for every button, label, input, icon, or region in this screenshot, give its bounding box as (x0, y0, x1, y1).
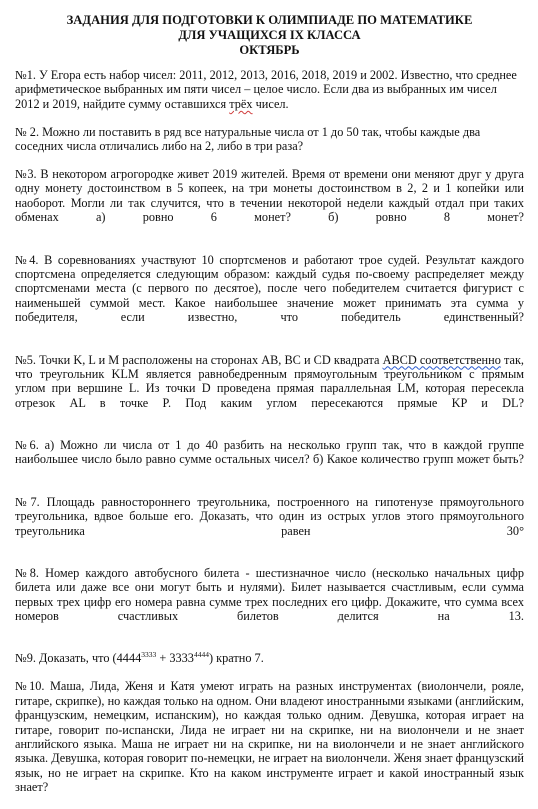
problem-5 (15, 353, 524, 425)
problem-7: №7. Площадь равностороннего треугольника, построенного на гипотенузе прямоугольного треугольника, вдвое больше его. Доказать, что один из острых углов этого прямоугольного треугольника равен 30° (15, 494, 524, 538)
problem-5-text-b: так, что треугольник KLM является равнобедренным прямоугольным треугольником с прямым углом при вершине L. Из точки D проведена прямая параллельная LM, которая пересекла отрезок AL в точке P. Под каким углом пересекаются прямые KP и DL? (15, 352, 524, 410)
problem-1-text-a: №1. У Егора есть набор чисел: 2011, 2012, 2013, 2016, 2018, 2019 и 2002. Известно, что среднее арифметическое выбранных им пяти чисел – целое число. Если два из выбранных им чисел 2012 и 2019, найдите сумму оставшихся (15, 68, 517, 111)
problem-3: №3. В некотором агрогородке живет 2019 жителей. Время от времени они меняют друг у друга одну монету достоинством в 5 копеек, на три монеты достоинством в 2, 2 и 1 копейки или наоборот. Могли ли так случится, что в течении некоторой недели каждый отдал при таких обменах а) ровно 6 монет? б) ровно 8 монет? (15, 167, 524, 225)
problem-10: №10. Маша, Лида, Женя и Катя умеют играть на разных инструментах (виолончели, рояле, гитаре, скрипке), но каждая только на одном. Они владеют иностранными языками (английским, французским, немецким, испанским), но каждая только одним. Девушка, которая играет на гитаре, говорит по-испански, Лида не играет ни на скрипке, ни на виолончели и не знает английского языка. Маша не играет ни на скрипке, ни на виолончели и не знает английского языка. Девушка, которая говорит по-немецки, не играет на виолончели. Женя знает французский язык, но не играет на скрипке. Кто на каком инструменте играет и какой иностранный язык знает? (15, 679, 524, 795)
exponent-2: 4444 (193, 650, 209, 660)
problem-1-text-b: чисел. (252, 96, 289, 111)
spellcheck-word: трёх (229, 96, 253, 111)
problem-list (15, 68, 524, 809)
problem-4: №4. В соревнованиях участвуют 10 спортсменов и работают трое судей. Результат каждого спортсмена определяется следующим образом: каждый судья по-своему распределяет между спортсменами места (с первого по десятое), после чего победителем считается фигурист с наименьшей суммой мест. Какое наибольшее значение может принимать эта сумма у победителя, если известно, что победитель единственный? (15, 252, 524, 325)
document-header (15, 13, 524, 58)
problem-9-mid: + 3333 (156, 651, 194, 666)
problem-2: № 2. Можно ли поставить в ряд все натуральные числа от 1 до 50 так, чтобы каждые два соседних числа отличались либо на 2, либо в три раза? (15, 124, 481, 154)
header-grade: ДЛЯ УЧАЩИХСЯ IX КЛАССА (178, 28, 361, 42)
problem-1 (15, 68, 524, 111)
problem-9-suffix: ) кратно 7. (208, 651, 264, 666)
problem-9 (15, 651, 524, 665)
exponent-1: 3333 (141, 650, 157, 660)
problem-9-prefix: №9. Доказать, что (4444 (15, 651, 142, 666)
header-month: ОКТЯБРЬ (239, 43, 300, 57)
grammar-check-phrase: ABCD соответственно (382, 352, 501, 367)
problem-6: №6. а) Можно ли числа от 1 до 40 разбить на несколько групп так, что в каждой группе наибольшее число было равно сумме остальных чисел? б) Какое количество групп может быть? (15, 438, 524, 467)
header-title: ЗАДАНИЯ ДЛЯ ПОДГОТОВКИ К ОЛИМПИАДЕ ПО МАТЕМАТИКЕ (66, 13, 473, 27)
problem-8: №8. Номер каждого автобусного билета - шестизначное число (несколько начальных цифр билета или даже все они могут быть и нулями). Билет называется счастливым, если сумма первых трех цифр его номера равна сумме трех последних его цифр. Докажите, что сумма всех номеров счастливых билетов делится на 13. (15, 565, 524, 624)
problem-5-text-a: №5. Точки K, L и M расположены на сторонах AB, BC и CD квадрата (15, 352, 383, 367)
